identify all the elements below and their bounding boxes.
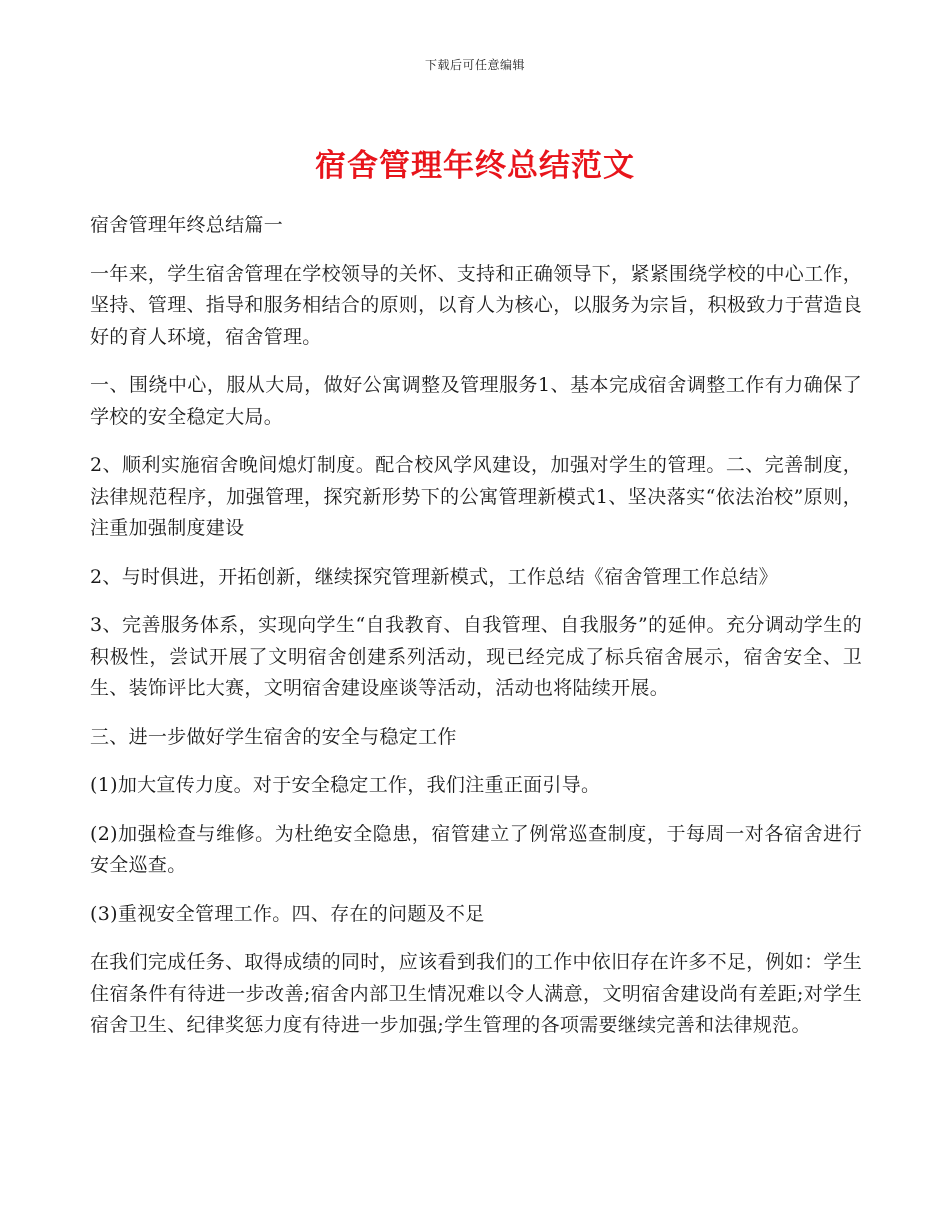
section-heading: 宿舍管理年终总结篇一 [90, 214, 284, 236]
document-body [90, 210, 862, 1059]
paragraph: 三、进一步做好学生宿舍的安全与稳定工作 [90, 725, 457, 748]
paragraph: 2、顺利实施宿舍晚间熄灯制度。配合校风学风建设，加强对学生的管理。二、完善制度，法律规范程序，加强管理，探究新形势下的公寓管理新模式1、坚决落实“依法治校”原则，注重加强制度建设 [90, 454, 862, 539]
paragraph: 一、围绕中心，服从大局，做好公寓调整及管理服务1、基本完成宿舍调整工作有力确保了学校的安全稳定大局。 [90, 374, 862, 428]
paragraph: 在我们完成任务、取得成绩的同时，应该看到我们的工作中依旧存在许多不足，例如：学生住宿条件有待进一步改善;宿舍内部卫生情况难以令人满意，文明宿舍建设尚有差距;对学生宿舍卫生、纪律奖惩力度有待进一步加强;学生管理的各项需要继续完善和法律规范。 [90, 951, 863, 1036]
document-title: 宿舍管理年终总结范文 [315, 148, 635, 184]
header-note: 下载后可任意编辑 [424, 58, 525, 72]
paragraph: 2、与时俱进，开拓创新，继续探究管理新模式，工作总结《宿舍管理工作总结》 [90, 565, 778, 588]
paragraph: 一年来，学生宿舍管理在学校领导的关怀、支持和正确领导下，紧紧围绕学校的中心工作，坚持、管理、指导和服务相结合的原则，以育人为核心，以服务为宗旨，积极致力于营造良好的育人环境，宿舍管理。 [90, 262, 863, 348]
paragraph: (2)加强检查与维修。为杜绝安全隐患，宿管建立了例常巡查制度，于每周一对各宿舍进行安全巡查。 [90, 822, 862, 876]
paragraph: 3、完善服务体系，实现向学生“自我教育、自我管理、自我服务”的延伸。充分调动学生的积极性，尝试开展了文明宿舍创建系列活动，现已经完成了标兵宿舍展示，宿舍安全、卫生、装饰评比大赛，文明宿舍建设座谈等活动，活动也将陆续开展。 [90, 614, 862, 699]
paragraph: (1)加大宣传力度。对于安全稳定工作，我们注重正面引导。 [90, 774, 601, 796]
paragraph: (3)重视安全管理工作。四、存在的问题及不足 [90, 902, 485, 925]
